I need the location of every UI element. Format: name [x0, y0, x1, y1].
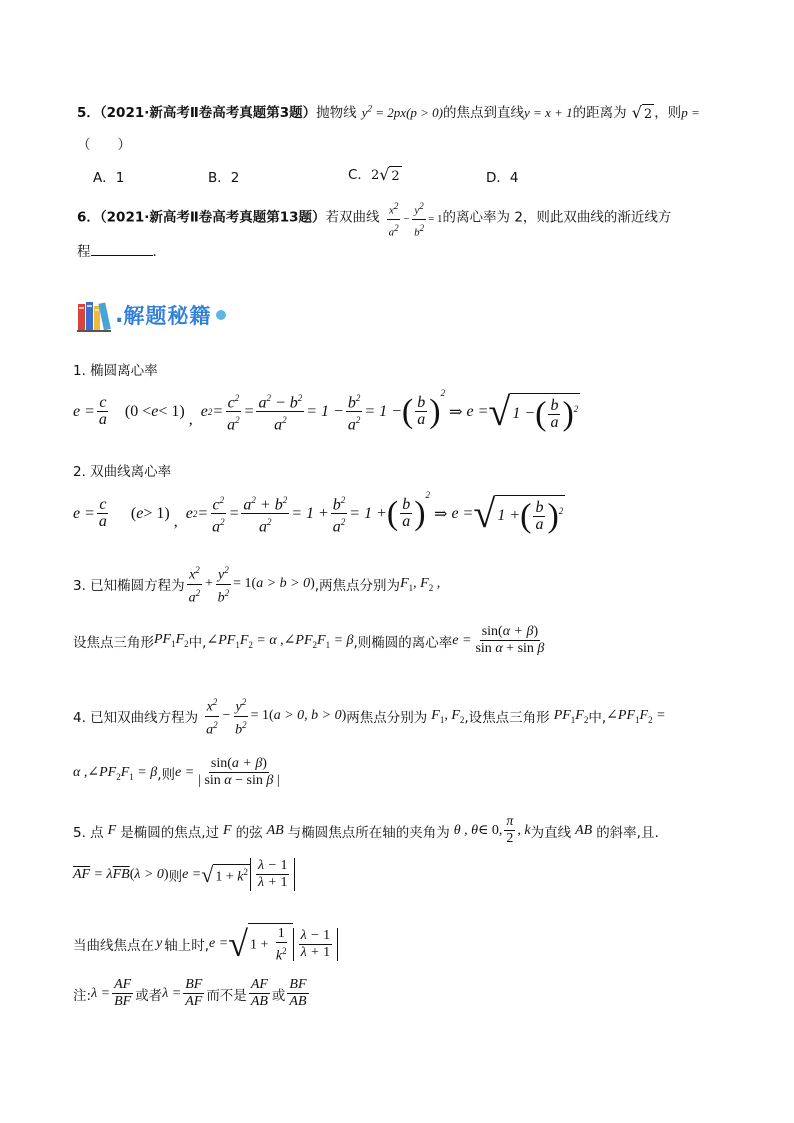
- q5-text-d: ，则: [654, 105, 682, 121]
- q6-source: （2021·新高考Ⅱ卷高考真题第13题）: [99, 209, 326, 226]
- item-1-formula: e = $\frac{c}{a}$ (0 < e < 1) , e $^2$ = $\frac{c^2}{a^2}$ = $\frac{a^2 - b^2}{a^2}$ = 1 − $\frac{b^2}{a^2}$ = 1 − ( $\frac{b}{a}$ ) 2 ⇒ e = √ 1 −( $\frac{b}{a}$ )$^2$: [73, 388, 579, 434]
- item-3-text-e: ,则椭圆的离心率: [353, 634, 453, 651]
- item-4-line-1: 4. 已知双曲线方程为 $\frac{x^2}{a^2}$ − $\frac{y^2}{b^2}$ = 1( a > 0, b > 0 ) 两焦点分别为 $F_1$, $F_2$ ,设焦点三角形 $PF_1F_2$ 中, $\angle PF_1F_2$ =: [73, 694, 666, 738]
- item-4-text-c: ,设焦点三角形: [464, 710, 550, 727]
- q5-paren: （ ）: [77, 137, 131, 153]
- item-4-text-e: ,则: [157, 766, 175, 783]
- q6-number: 6．: [77, 209, 100, 226]
- q5-source: （2021·新高考Ⅱ卷高考真题第3题）: [99, 105, 317, 121]
- item-5-line-2: $\overline{AF} = \lambda\overline{FB}(\lambda > 0)$ 则 e = √ $1 + k^2$ $\frac{\lambda - 1}{\lambda + 1}$: [73, 858, 295, 891]
- item-4-text-b: 两焦点分别为: [346, 710, 428, 727]
- q5-number: 5．: [77, 105, 100, 121]
- q5-option-b: B．2: [208, 170, 240, 186]
- item-5-text-b: 是椭圆的焦点,过: [120, 824, 220, 841]
- section-header: [77, 297, 226, 333]
- question-6: [77, 198, 671, 240]
- section-prefix: .: [115, 302, 124, 328]
- q5-option-d: D．4: [486, 170, 519, 186]
- q6-blank[interactable]: [91, 245, 153, 256]
- q5-p-equals: p =: [681, 105, 700, 120]
- q5-line-eq: y = x + 1: [524, 105, 573, 120]
- item-2-formula: e = $\frac{c}{a}$ ( e > 1) , e $^2$ = $\frac{c^2}{a^2}$ = $\frac{a^2 + b^2}{a^2}$ = 1 + $\frac{b^2}{a^2}$ = 1 + ( $\frac{b}{a}$ ) 2 ⇒ e = √ 1 +( $\frac{b}{a}$ )$^2$: [73, 490, 564, 536]
- q5-text-a: 抛物线: [316, 105, 357, 121]
- item-5-text-c: 的弦: [235, 824, 263, 841]
- item-2-title: 2. 双曲线离心率: [73, 464, 172, 480]
- item-5-text-d: 与椭圆焦点所在轴的夹角为: [287, 824, 450, 841]
- q5-option-a: A．1: [93, 170, 125, 186]
- q6-text-a: 若双曲线: [325, 209, 380, 226]
- item-5-line-4: 注: λ = $\frac{AF}{BF}$ 或者 λ = $\frac{BF}{AF}$ 而不是 $\frac{AF}{AB}$ 或 $\frac{BF}{AB}$: [73, 977, 307, 1009]
- item-3-line-2: 设焦点三角形 $PF_1F_2$ 中, $\angle PF_1F_2 = \alpha$ $,\angle PF_2F_1 = \beta$ ,则椭圆的离心率 e = $\frac{\sin(\alpha + \beta)}{\text{sin α + sin β}}$: [73, 624, 545, 656]
- dot-icon: [216, 310, 226, 320]
- item-5-text-i: 轴上时,: [164, 938, 210, 954]
- item-4-text-d: 中,: [588, 710, 607, 727]
- question-5: [77, 101, 700, 122]
- item-4-line-2: α $,\angle PF_2F_1 = \beta$ ,则 e = $\frac{\sin(a + \beta)}{\text{| sin α − sin β |}}$: [73, 756, 280, 788]
- item-1-title: 1. 椭圆离心率: [73, 363, 158, 379]
- q6-text-c: 程: [77, 244, 91, 260]
- item-4-text-a: 4. 已知双曲线方程为: [73, 710, 199, 727]
- section-title: 解题秘籍: [123, 304, 212, 328]
- q5-text-b: 的焦点到直线: [443, 105, 525, 121]
- item-5-text-m: 或: [271, 987, 286, 1004]
- item-5-text-e: 为直线: [530, 824, 572, 841]
- item-5-text-k: 或者: [135, 987, 163, 1004]
- item-3-text-b: ,两焦点分别为: [314, 578, 401, 595]
- item-5-text-j: 注:: [73, 987, 92, 1004]
- q5-option-c: C．2√ 2: [348, 165, 400, 184]
- item-5-text-l: 而不是: [206, 987, 247, 1004]
- q6-text-d: .: [152, 244, 157, 260]
- item-3-text-d: 中,: [188, 634, 207, 651]
- q5-parabola-eq: $y^2 = 2px(p > 0)$: [361, 103, 444, 120]
- q5-text-c: 的距离为: [572, 105, 627, 121]
- item-3-text-c: 设焦点三角形: [73, 634, 154, 651]
- item-5-line-1: 5. 点 F 是椭圆的焦点,过 F 的弦 AB 与椭圆焦点所在轴的夹角为 θ , θ ∈ 0, $\frac{\pi}{2}$ , k 为直线 AB 的斜率,且.: [73, 814, 659, 846]
- q6-text-b: 的离心率为 2，则此双曲线的渐近线方: [442, 209, 672, 226]
- item-5-text-a: 5. 点: [73, 824, 104, 841]
- item-5-text-h: 当曲线焦点在: [73, 938, 154, 954]
- item-3-text-a: 3. 已知椭圆方程为: [73, 578, 185, 595]
- item-5-text-g: 则: [168, 868, 183, 885]
- books-icon: [77, 298, 113, 332]
- item-3-line-1: 3. 已知椭圆方程为 $\frac{x^2}{a^2}$ + $\frac{y^2}{b^2}$ = 1( a > b > 0 ) ,两焦点分别为 $F_1$, $F_2$ ,: [73, 562, 440, 606]
- item-5-line-3: 当曲线焦点在 y 轴上时, e = √ 1 + $\frac{1}{k^2}$ $\frac{\lambda - 1}{\lambda + 1}$: [73, 923, 338, 965]
- item-5-text-f: 的斜率,且.: [596, 824, 659, 841]
- q6-line-2: [77, 240, 157, 260]
- q6-hyperbola-eq: $\frac{x^2}{a^2}$ − $\frac{y^2}{b^2}$ = 1: [385, 213, 443, 225]
- q5-sqrt2: √ 2: [631, 103, 653, 122]
